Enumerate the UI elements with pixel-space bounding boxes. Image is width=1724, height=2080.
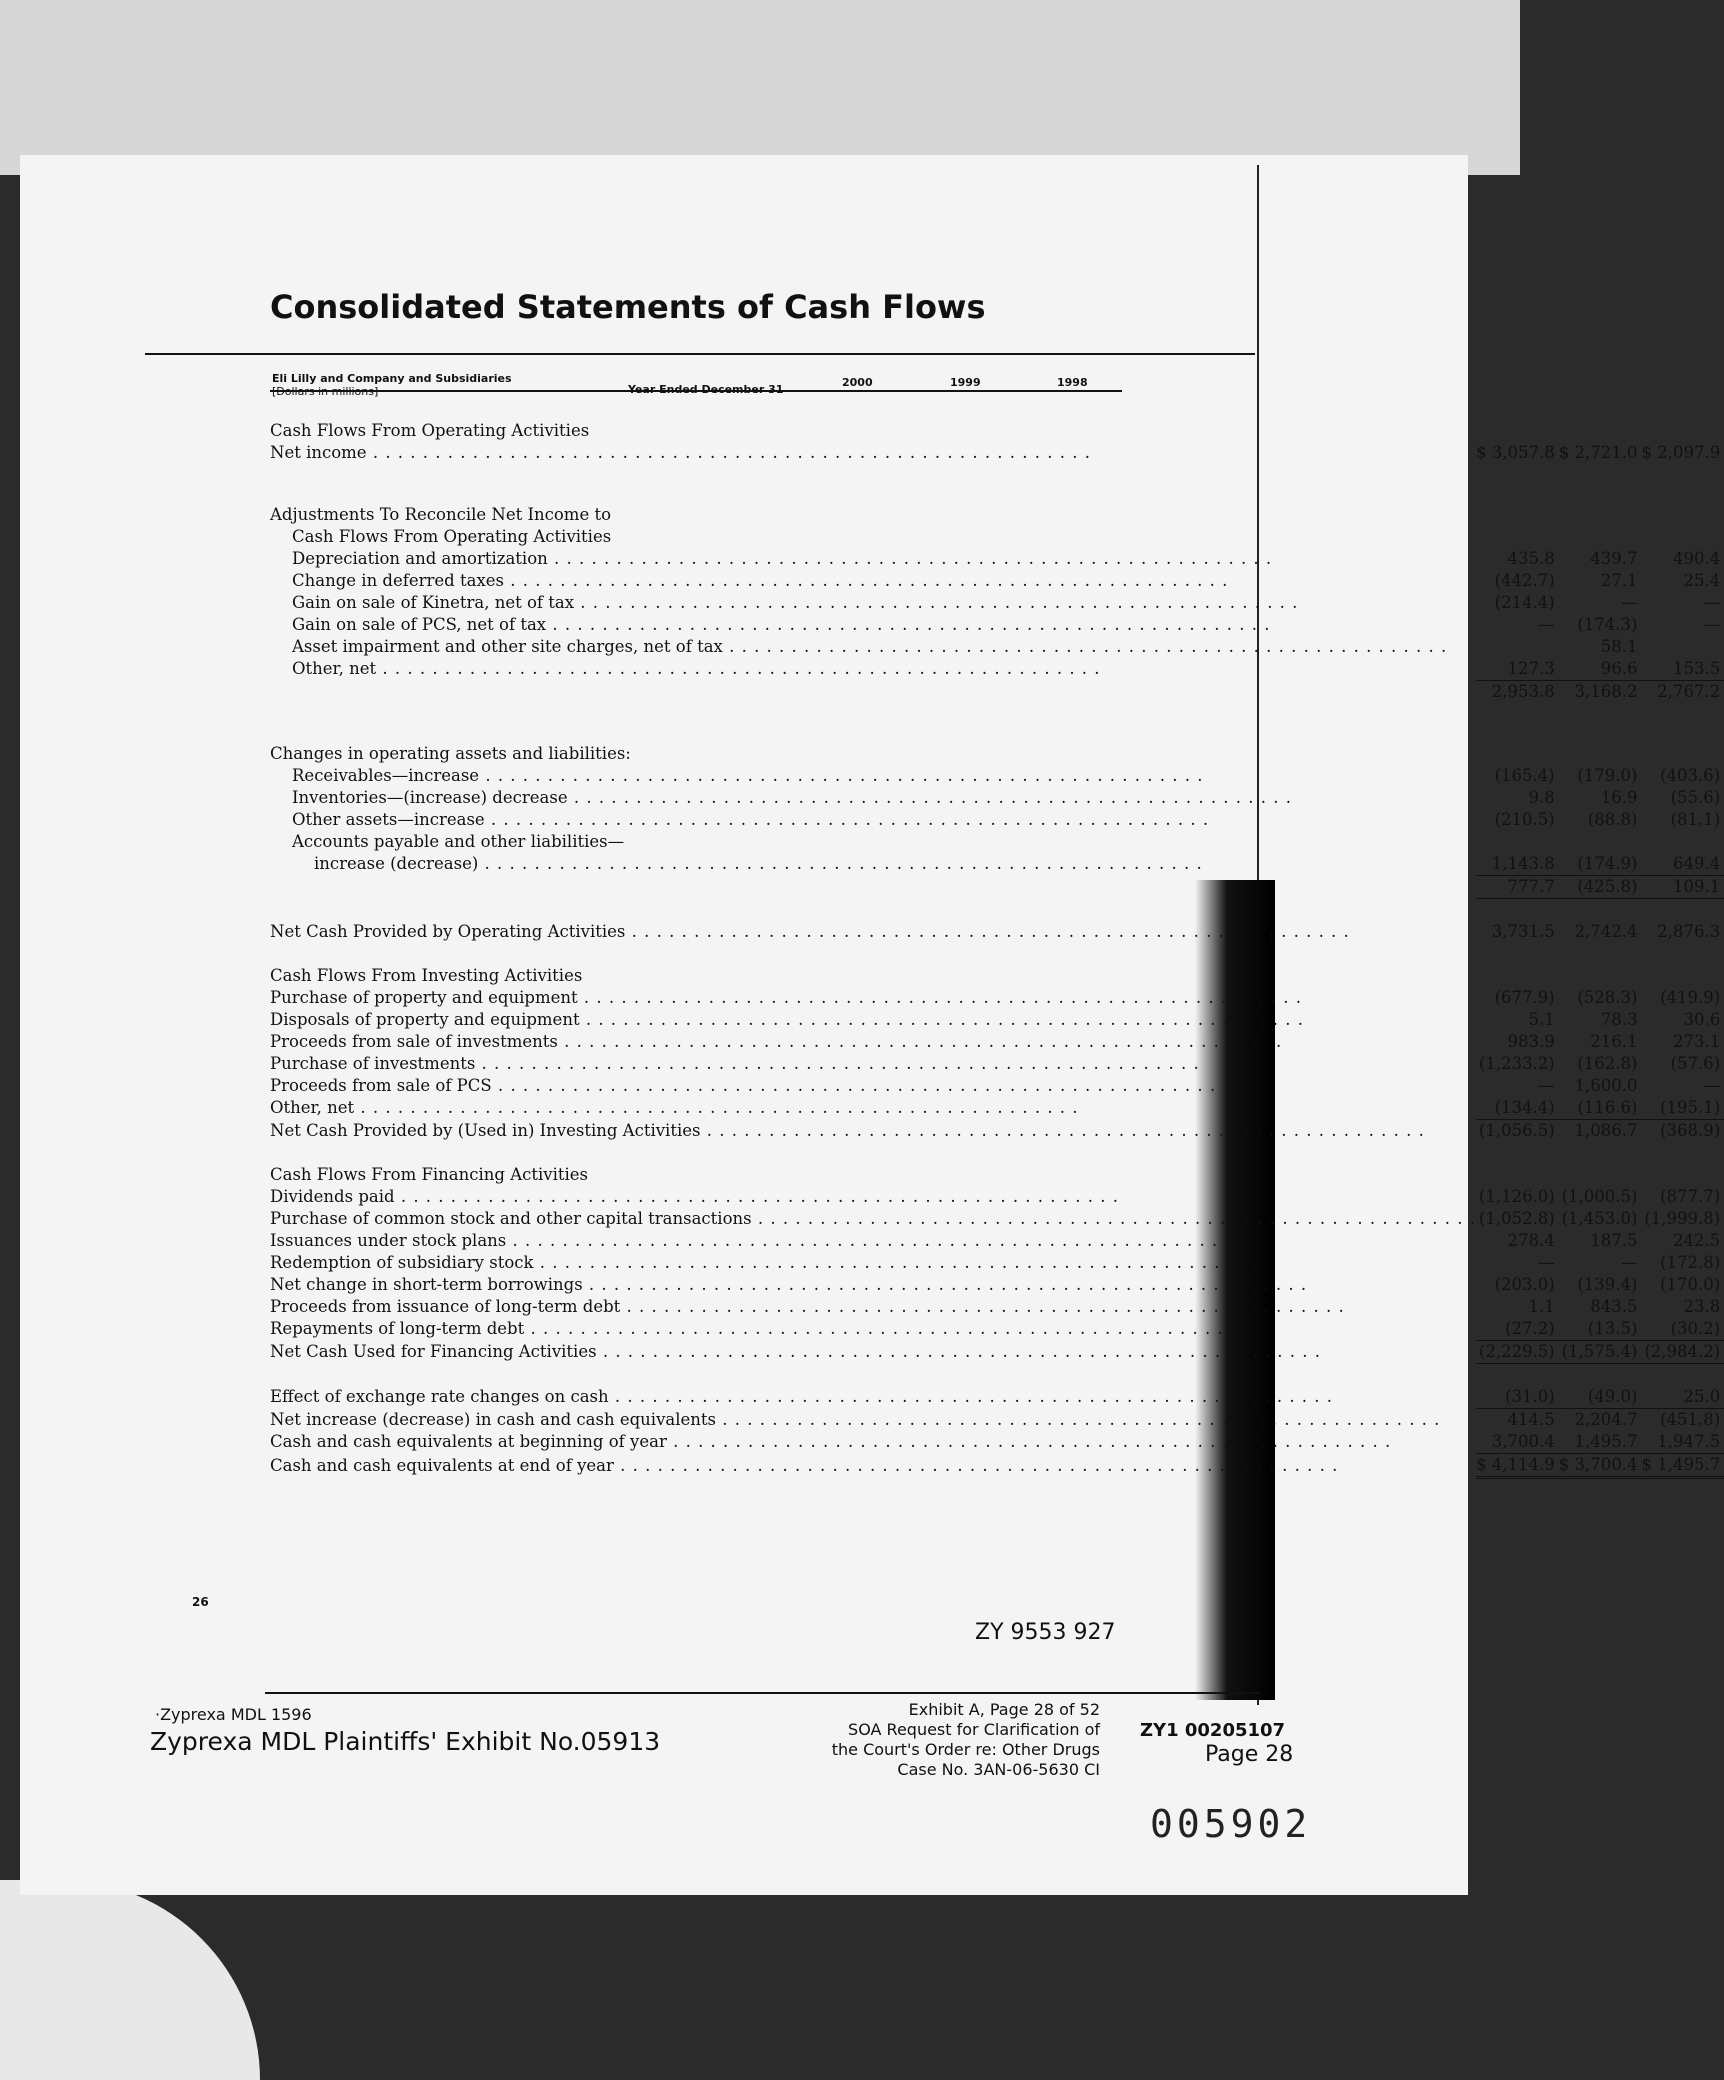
- row-label: [270, 743, 1476, 765]
- value-cell: (174.9): [1559, 853, 1642, 876]
- table-row: [270, 1230, 1724, 1252]
- table-row: [270, 1164, 1724, 1186]
- value-cell: [1559, 899, 1642, 922]
- row-label: [270, 765, 1476, 787]
- value-cell: [1641, 464, 1724, 504]
- table-row: [270, 420, 1724, 442]
- value-cell: (1,126.0): [1478, 1187, 1555, 1206]
- value-cell: (528.3): [1577, 988, 1638, 1007]
- value-cell: [1559, 831, 1642, 853]
- row-label: [270, 1341, 1476, 1364]
- value-cell: 3,700.4: [1476, 1431, 1559, 1454]
- soa-block: [815, 1700, 1100, 1780]
- year-header: 1998: [1057, 376, 1088, 389]
- value-cell: (165.4): [1494, 766, 1555, 785]
- table-row: [270, 1097, 1724, 1120]
- value-cell: $ 4,114.9: [1476, 1454, 1559, 1478]
- value-cell: [1559, 943, 1642, 965]
- table-row: [270, 1009, 1724, 1031]
- row-label: [270, 1142, 1476, 1164]
- value-cell: [1559, 420, 1642, 442]
- row-label-text: Purchase of investments: [270, 1054, 476, 1073]
- value-cell: [1641, 703, 1724, 743]
- soa-line: the Court's Order re: Other Drugs: [831, 1740, 1100, 1759]
- table-row: [270, 1296, 1724, 1318]
- table-row: [270, 1053, 1724, 1075]
- row-label: [270, 831, 1476, 853]
- row-label-text: Repayments of long-term debt: [270, 1319, 525, 1339]
- table-row: [270, 1142, 1724, 1164]
- value-cell: 5.1: [1528, 1010, 1555, 1029]
- value-cell: (1,233.2): [1478, 1054, 1555, 1073]
- row-label-text: Depreciation and amortization: [292, 549, 548, 568]
- value-cell: 1,947.5: [1641, 1431, 1724, 1454]
- value-cell: 3,168.2: [1574, 682, 1638, 701]
- row-label-text: Net increase (decrease) in cash and cash equivalents: [270, 1409, 717, 1429]
- value-cell: 2,742.4: [1574, 922, 1638, 941]
- row-label: [270, 853, 1476, 876]
- row-label: [270, 442, 1476, 464]
- value-cell: —: [1620, 1253, 1638, 1272]
- value-cell: 649.4: [1641, 853, 1724, 876]
- value-cell: —: [1538, 1076, 1555, 1095]
- value-cell: (1,000.5): [1561, 1187, 1638, 1206]
- value-cell: [1476, 965, 1559, 987]
- page-label: Page 28: [1205, 1742, 1294, 1767]
- year-header: 2000: [842, 376, 873, 389]
- value-cell: (451.8): [1660, 1410, 1721, 1429]
- value-cell: (1,575.4): [1559, 1341, 1642, 1364]
- row-label-text: Proceeds from issuance of long-term debt: [270, 1297, 621, 1316]
- value-cell: (419.9): [1660, 988, 1721, 1007]
- value-cell: [1476, 464, 1559, 504]
- value-cell: [1559, 526, 1642, 548]
- row-label-text: Effect of exchange rate changes on cash: [270, 1387, 609, 1407]
- row-label-text: Disposals of property and equipment: [270, 1010, 580, 1029]
- value-cell: 109.1: [1641, 876, 1724, 899]
- row-label: [270, 1097, 1476, 1120]
- value-cell: [1476, 703, 1559, 743]
- value-cell: —: [1703, 593, 1721, 612]
- row-label-text: Redemption of subsidiary stock: [270, 1253, 534, 1272]
- table-row: [270, 831, 1724, 853]
- value-cell: [1641, 743, 1724, 765]
- row-label-text: Change in deferred taxes: [292, 571, 504, 590]
- row-label: [270, 504, 1476, 526]
- value-cell: (81.1): [1670, 810, 1721, 829]
- row-label-text: Purchase of property and equipment: [270, 988, 578, 1007]
- value-cell: 983.9: [1507, 1032, 1555, 1051]
- value-cell: $ 1,495.7: [1641, 1454, 1724, 1478]
- value-cell: (203.0): [1494, 1275, 1555, 1294]
- company-name: Eli Lilly and Company and Subsidiaries: [272, 372, 512, 385]
- value-cell: $ 3,057.8: [1476, 443, 1555, 462]
- row-label: [270, 1009, 1476, 1031]
- row-label-text: Gain on sale of Kinetra, net of tax: [292, 593, 575, 612]
- row-label-text: Net Cash Provided by (Used in) Investing Activities: [270, 1120, 701, 1140]
- table-row: [270, 1431, 1724, 1454]
- value-cell: 843.5: [1590, 1297, 1638, 1316]
- table-row: [270, 965, 1724, 987]
- table-row: [270, 987, 1724, 1009]
- row-label: [270, 1120, 1476, 1143]
- value-cell: 30.6: [1683, 1010, 1721, 1029]
- table-row: [270, 1454, 1724, 1478]
- row-label: [270, 899, 1476, 922]
- table-row: [270, 1409, 1724, 1432]
- row-label: [270, 548, 1476, 570]
- value-cell: (172.8): [1660, 1253, 1721, 1272]
- header-rule: [270, 390, 1122, 392]
- table-row: [270, 1208, 1724, 1230]
- value-cell: (162.8): [1577, 1054, 1638, 1073]
- value-cell: 278.4: [1507, 1231, 1555, 1250]
- desk-corner: [0, 1880, 260, 2080]
- row-label: [270, 1031, 1476, 1053]
- row-label-text: Changes in operating assets and liabilities:: [270, 744, 631, 763]
- value-cell: (210.5): [1494, 810, 1555, 829]
- table-row: [270, 526, 1724, 548]
- table-row: [270, 614, 1724, 636]
- table-row: [270, 592, 1724, 614]
- table-row: [270, 636, 1724, 658]
- value-cell: $ 3,700.4: [1559, 1454, 1642, 1478]
- row-label-text: Proceeds from sale of investments: [270, 1032, 558, 1051]
- value-cell: (368.9): [1660, 1121, 1721, 1140]
- value-cell: [1476, 943, 1559, 965]
- row-label: [270, 703, 1476, 743]
- soa-line: Exhibit A, Page 28 of 52: [908, 1700, 1100, 1719]
- value-cell: [1559, 703, 1642, 743]
- value-cell: 1,143.8: [1476, 853, 1559, 876]
- value-cell: 58.1: [1600, 637, 1638, 656]
- row-label: [270, 1075, 1476, 1097]
- table-row: [270, 1386, 1724, 1409]
- row-label: [270, 1053, 1476, 1075]
- row-label-text: Purchase of common stock and other capital transactions: [270, 1209, 752, 1228]
- row-label: [270, 1164, 1476, 1186]
- value-cell: (1,052.8): [1478, 1209, 1555, 1228]
- page-title: Consolidated Statements of Cash Flows: [270, 288, 986, 326]
- value-cell: 1,600.0: [1574, 1076, 1638, 1095]
- table-row: [270, 876, 1724, 899]
- value-cell: 490.4: [1672, 549, 1721, 568]
- value-cell: (55.6): [1670, 788, 1721, 807]
- value-cell: (1,999.8): [1644, 1209, 1721, 1228]
- soa-line: Case No. 3AN-06-5630 CI: [897, 1760, 1100, 1779]
- table-row: [270, 943, 1724, 965]
- value-cell: [1641, 504, 1724, 526]
- year-header: 1999: [950, 376, 981, 389]
- row-label-text: Inventories—(increase) decrease: [292, 788, 568, 807]
- value-cell: 1,086.7: [1574, 1121, 1638, 1140]
- value-cell: [1476, 504, 1559, 526]
- exhibit-label: Zyprexa MDL Plaintiffs' Exhibit No.05913: [150, 1727, 661, 1756]
- value-cell: (170.0): [1660, 1275, 1721, 1294]
- value-cell: [1559, 965, 1642, 987]
- value-cell: (425.8): [1559, 876, 1642, 899]
- value-cell: (30.2): [1641, 1318, 1724, 1341]
- value-cell: 3,731.5: [1491, 922, 1555, 941]
- row-label: [270, 658, 1476, 681]
- row-label: [270, 681, 1476, 704]
- row-label: [270, 420, 1476, 442]
- value-cell: 96.6: [1559, 658, 1642, 681]
- value-cell: (174.3): [1577, 615, 1638, 634]
- row-label-text: Asset impairment and other site charges, net of tax: [292, 637, 723, 656]
- value-cell: [1559, 464, 1642, 504]
- value-cell: 1.1: [1528, 1297, 1555, 1316]
- underlying-page-top: [0, 0, 1520, 175]
- row-label: [270, 787, 1476, 809]
- row-label: [270, 1274, 1476, 1296]
- value-cell: (1,453.0): [1561, 1209, 1638, 1228]
- value-cell: (2,229.5): [1476, 1341, 1559, 1364]
- value-cell: $ 2,721.0: [1558, 443, 1638, 462]
- mdl-label: ·Zyprexa MDL 1596: [155, 1705, 312, 1724]
- row-label: [270, 987, 1476, 1009]
- row-label: [270, 876, 1476, 899]
- row-label-text: Accounts payable and other liabilities—: [292, 832, 625, 851]
- row-label: [270, 965, 1476, 987]
- row-label-text: Other assets—increase: [292, 810, 485, 829]
- value-cell: 27.1: [1600, 571, 1638, 590]
- value-cell: 23.8: [1683, 1297, 1721, 1316]
- table-row: [270, 809, 1724, 831]
- bates-stamp: ZY 9553 927: [975, 1620, 1116, 1645]
- table-row: [270, 787, 1724, 809]
- table-row: [270, 504, 1724, 526]
- table-row: [270, 1186, 1724, 1208]
- value-cell: 1,495.7: [1559, 1431, 1642, 1454]
- table-row: [270, 1274, 1724, 1296]
- row-label-text: Gain on sale of PCS, net of tax: [292, 615, 547, 634]
- table-row: [270, 464, 1724, 504]
- table-row: [270, 853, 1724, 876]
- row-label-text: Net Cash Provided by Operating Activities: [270, 922, 626, 941]
- row-label: [270, 1364, 1476, 1387]
- title-rule: [145, 353, 1255, 355]
- value-cell: 2,204.7: [1574, 1410, 1638, 1429]
- value-cell: (179.0): [1577, 766, 1638, 785]
- value-cell: [1559, 743, 1642, 765]
- row-label-text: Dividends paid: [270, 1187, 395, 1206]
- value-cell: 16.9: [1600, 788, 1638, 807]
- value-cell: 187.5: [1590, 1231, 1638, 1250]
- row-label: [270, 809, 1476, 831]
- row-label: [270, 1454, 1476, 1478]
- value-cell: [1476, 831, 1559, 853]
- page-number: 26: [192, 1595, 209, 1609]
- table-row: [270, 765, 1724, 787]
- row-label: [270, 570, 1476, 592]
- row-label: [270, 1409, 1476, 1432]
- value-cell: —: [1703, 615, 1721, 634]
- table-row: [270, 548, 1724, 570]
- value-cell: 153.5: [1641, 658, 1724, 681]
- row-label: [270, 636, 1476, 658]
- value-cell: (677.9): [1494, 988, 1555, 1007]
- row-label: [270, 921, 1476, 943]
- value-cell: [1476, 899, 1559, 922]
- value-cell: [1641, 526, 1724, 548]
- row-label: [270, 1386, 1476, 1409]
- value-cell: [1476, 743, 1559, 765]
- value-cell: (442.7): [1494, 571, 1555, 590]
- row-label-text: Cash Flows From Investing Activities: [270, 966, 583, 985]
- value-cell: 25.0: [1641, 1386, 1724, 1409]
- value-cell: (49.0): [1559, 1386, 1642, 1409]
- value-cell: [1641, 1364, 1724, 1387]
- row-label-text: Cash Flows From Operating Activities: [292, 527, 612, 546]
- value-cell: [1476, 526, 1559, 548]
- value-cell: [1641, 636, 1724, 658]
- table-row: [270, 1318, 1724, 1341]
- value-cell: [1641, 831, 1724, 853]
- row-label-text: Other, net: [292, 659, 377, 679]
- table-row: [270, 1252, 1724, 1274]
- value-cell: (214.4): [1494, 593, 1555, 612]
- value-cell: (116.6): [1559, 1097, 1642, 1120]
- value-cell: 2,953.8: [1491, 682, 1555, 701]
- row-label-text: Cash Flows From Financing Activities: [270, 1165, 589, 1184]
- table-row: [270, 570, 1724, 592]
- value-cell: 2,767.2: [1657, 682, 1721, 701]
- row-label: [270, 592, 1476, 614]
- value-cell: [1641, 420, 1724, 442]
- row-label: [270, 1296, 1476, 1318]
- value-cell: (139.4): [1577, 1275, 1638, 1294]
- value-cell: 9.8: [1528, 788, 1555, 807]
- row-label: [270, 1431, 1476, 1454]
- value-cell: (403.6): [1660, 766, 1721, 785]
- row-label-text: Cash Flows From Operating Activities: [270, 421, 590, 440]
- row-label: [270, 464, 1476, 504]
- value-cell: [1559, 504, 1642, 526]
- row-label: [270, 1208, 1476, 1230]
- value-cell: (13.5): [1559, 1318, 1642, 1341]
- value-cell: (195.1): [1641, 1097, 1724, 1120]
- row-label-text: Proceeds from sale of PCS: [270, 1076, 492, 1095]
- table-row: [270, 1364, 1724, 1387]
- row-label-text: Net Cash Used for Financing Activities: [270, 1342, 597, 1361]
- row-label: [270, 526, 1476, 548]
- row-label-text: Cash and cash equivalents at beginning of year: [270, 1432, 667, 1452]
- value-cell: 273.1: [1672, 1032, 1721, 1051]
- value-cell: $ 2,097.9: [1641, 443, 1721, 462]
- value-cell: —: [1703, 1076, 1721, 1095]
- value-cell: —: [1538, 1253, 1555, 1272]
- value-cell: [1476, 636, 1559, 658]
- cash-flow-table: [270, 420, 1724, 1479]
- table-row: [270, 442, 1724, 464]
- value-cell: (31.0): [1476, 1386, 1559, 1409]
- value-cell: [1641, 965, 1724, 987]
- row-label-text: Receivables—increase: [292, 766, 480, 785]
- value-cell: [1559, 1164, 1642, 1186]
- row-label: [270, 1252, 1476, 1274]
- value-cell: —: [1620, 593, 1638, 612]
- value-cell: (2,984.2): [1641, 1341, 1724, 1364]
- value-cell: [1476, 420, 1559, 442]
- value-cell: 216.1: [1590, 1032, 1638, 1051]
- value-cell: 777.7: [1476, 876, 1559, 899]
- value-cell: [1476, 1364, 1559, 1387]
- value-cell: 435.8: [1507, 549, 1555, 568]
- table-row: [270, 1075, 1724, 1097]
- value-cell: 127.3: [1476, 658, 1559, 681]
- value-cell: (1,056.5): [1478, 1121, 1555, 1140]
- table-row: [270, 1120, 1724, 1143]
- value-cell: [1559, 1364, 1642, 1387]
- value-cell: [1641, 899, 1724, 922]
- row-label: [270, 1318, 1476, 1341]
- value-cell: (134.4): [1476, 1097, 1559, 1120]
- row-label: [270, 1186, 1476, 1208]
- table-row: [270, 743, 1724, 765]
- value-cell: (57.6): [1670, 1054, 1721, 1073]
- value-cell: [1641, 943, 1724, 965]
- value-cell: [1641, 1142, 1724, 1164]
- value-cell: [1641, 1164, 1724, 1186]
- value-cell: [1559, 1142, 1642, 1164]
- value-cell: (88.8): [1587, 810, 1638, 829]
- row-label: [270, 1230, 1476, 1252]
- table-row: [270, 681, 1724, 704]
- row-label-text: increase (decrease): [314, 854, 479, 874]
- table-row: [270, 703, 1724, 743]
- table-row: [270, 1031, 1724, 1053]
- soa-line: SOA Request for Clarification of: [848, 1720, 1100, 1739]
- row-label-text: Adjustments To Reconcile Net Income to: [270, 505, 612, 524]
- bates-big-number: 005902: [1150, 1802, 1312, 1846]
- value-cell: (27.2): [1476, 1318, 1559, 1341]
- row-label: [270, 943, 1476, 965]
- value-cell: 242.5: [1672, 1231, 1721, 1250]
- row-label-text: Net income: [270, 443, 367, 462]
- row-label-text: Net change in short-term borrowings: [270, 1275, 583, 1294]
- value-cell: [1476, 1164, 1559, 1186]
- value-cell: 25.4: [1683, 571, 1721, 590]
- row-label-text: Issuances under stock plans: [270, 1231, 507, 1250]
- value-cell: (877.7): [1660, 1187, 1721, 1206]
- value-cell: —: [1538, 615, 1555, 634]
- row-label-text: Other, net: [270, 1098, 355, 1118]
- table-row: [270, 899, 1724, 922]
- table-row: [270, 921, 1724, 943]
- table-row: [270, 658, 1724, 681]
- bates-number: ZY1 00205107: [1140, 1720, 1286, 1741]
- value-cell: 2,876.3: [1657, 922, 1721, 941]
- value-cell: [1476, 1142, 1559, 1164]
- bottom-rule: [265, 1692, 1260, 1694]
- value-cell: 78.3: [1600, 1010, 1638, 1029]
- value-cell: 414.5: [1507, 1410, 1555, 1429]
- row-label-text: Cash and cash equivalents at end of year: [270, 1455, 614, 1475]
- table-row: [270, 1341, 1724, 1364]
- row-label: [270, 614, 1476, 636]
- value-cell: 439.7: [1590, 549, 1638, 568]
